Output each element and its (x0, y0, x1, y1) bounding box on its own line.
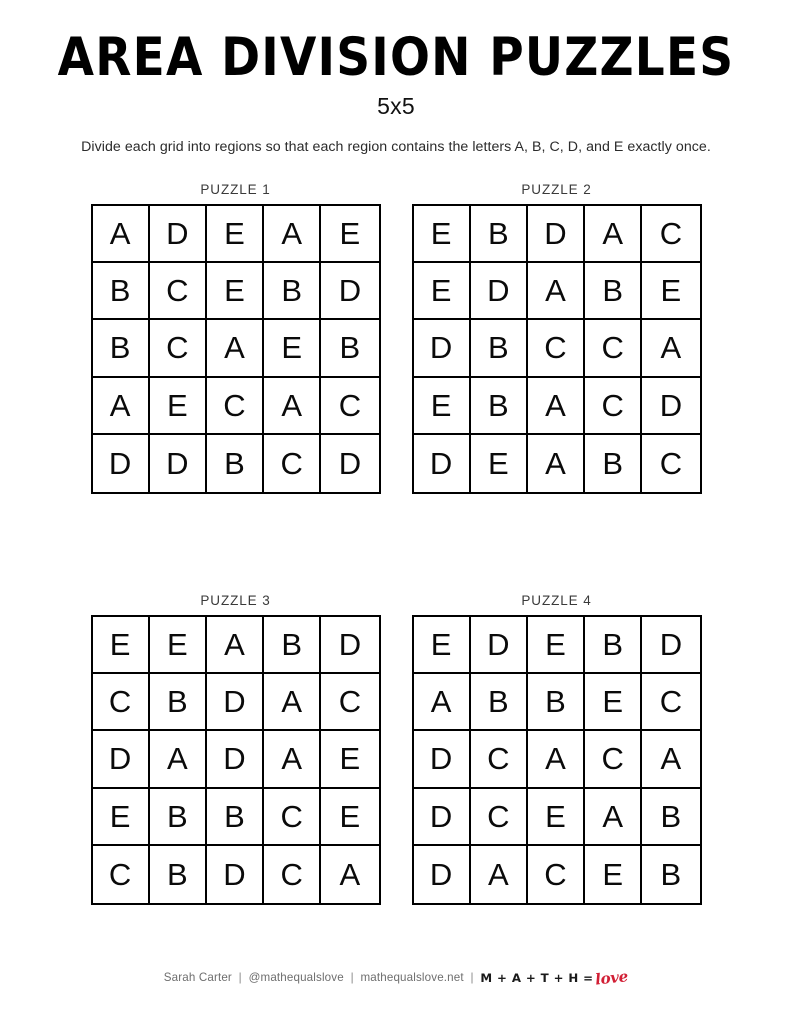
grid-cell[interactable]: A (585, 206, 642, 263)
grid-cell[interactable]: D (414, 731, 471, 788)
footer-website[interactable]: mathequalslove.net (360, 970, 464, 984)
grid-cell[interactable]: C (150, 320, 207, 377)
page-header (0, 0, 792, 155)
grid-cell[interactable]: B (585, 435, 642, 492)
grid-cell[interactable]: A (150, 731, 207, 788)
grid-cell[interactable]: C (585, 378, 642, 435)
grid-cell[interactable]: E (642, 263, 699, 320)
grid-cell[interactable]: C (150, 263, 207, 320)
grid-cell[interactable]: D (471, 263, 528, 320)
grid-cell[interactable]: C (528, 320, 585, 377)
page-footer (0, 967, 792, 989)
grid-cell[interactable]: D (150, 435, 207, 492)
puzzle-4-grid[interactable] (412, 615, 702, 905)
grid-cell[interactable]: E (414, 206, 471, 263)
grid-cell[interactable]: B (642, 789, 699, 846)
grid-cell[interactable]: A (93, 206, 150, 263)
grid-cell[interactable]: C (264, 789, 321, 846)
grid-cell[interactable]: C (642, 674, 699, 731)
grid-cell[interactable]: A (207, 617, 264, 674)
grid-cell[interactable]: C (585, 320, 642, 377)
grid-cell[interactable]: E (93, 789, 150, 846)
grid-cell[interactable]: D (207, 674, 264, 731)
grid-cell[interactable]: A (207, 320, 264, 377)
page-subtitle: 5x5 (377, 93, 415, 120)
puzzle-3-grid[interactable] (91, 615, 381, 905)
grid-cell[interactable]: A (264, 378, 321, 435)
grid-cell[interactable]: B (264, 263, 321, 320)
grid-cell[interactable]: B (471, 378, 528, 435)
puzzle-3-label: PUZZLE 3 (200, 593, 271, 608)
page-title: AREA DIVISION PUZZLES (57, 26, 735, 89)
grid-cell[interactable]: E (321, 731, 378, 788)
grid-cell[interactable]: D (207, 846, 264, 903)
grid-cell[interactable]: A (642, 731, 699, 788)
grid-cell[interactable]: D (321, 435, 378, 492)
puzzle-row-bottom (0, 593, 792, 905)
grid-cell[interactable]: D (414, 846, 471, 903)
grid-cell[interactable]: A (93, 378, 150, 435)
grid-cell[interactable]: C (471, 731, 528, 788)
grid-cell[interactable]: D (321, 617, 378, 674)
puzzle-2-grid[interactable] (412, 204, 702, 494)
grid-cell[interactable]: E (321, 789, 378, 846)
grid-cell[interactable]: B (264, 617, 321, 674)
grid-cell[interactable]: C (93, 674, 150, 731)
grid-cell[interactable]: E (264, 320, 321, 377)
grid-cell[interactable]: B (528, 674, 585, 731)
grid-cell[interactable]: E (150, 378, 207, 435)
puzzle-4 (412, 593, 702, 905)
grid-cell[interactable]: E (528, 617, 585, 674)
puzzle-2-label: PUZZLE 2 (521, 182, 592, 197)
puzzle-1-label: PUZZLE 1 (200, 182, 271, 197)
grid-cell[interactable]: C (642, 435, 699, 492)
grid-cell[interactable]: E (93, 617, 150, 674)
grid-cell[interactable]: A (414, 674, 471, 731)
grid-cell[interactable]: D (528, 206, 585, 263)
grid-cell[interactable]: B (585, 263, 642, 320)
grid-cell[interactable]: A (528, 731, 585, 788)
grid-cell[interactable]: E (321, 206, 378, 263)
grid-cell[interactable]: C (528, 846, 585, 903)
grid-cell[interactable]: E (414, 378, 471, 435)
grid-cell[interactable]: C (93, 846, 150, 903)
grid-cell[interactable]: E (528, 789, 585, 846)
grid-cell[interactable]: A (264, 206, 321, 263)
footer-handle[interactable]: @mathequalslove (248, 970, 344, 984)
grid-cell[interactable]: A (528, 263, 585, 320)
puzzle-2 (412, 182, 702, 494)
grid-cell[interactable]: B (471, 674, 528, 731)
instructions-text: Divide each grid into regions so that each region contains the letters A, B, C, D, and E exactly once. (81, 139, 711, 156)
grid-cell[interactable]: B (585, 617, 642, 674)
grid-cell[interactable]: E (414, 617, 471, 674)
grid-cell[interactable]: D (93, 731, 150, 788)
grid-cell[interactable]: A (264, 674, 321, 731)
puzzle-row-top (0, 182, 792, 494)
grid-cell[interactable]: B (207, 789, 264, 846)
grid-cell[interactable]: E (207, 206, 264, 263)
grid-cell[interactable]: B (150, 674, 207, 731)
puzzles-container (0, 182, 792, 905)
grid-cell[interactable]: C (207, 378, 264, 435)
grid-cell[interactable]: A (321, 846, 378, 903)
mathequalslove-logo (480, 967, 630, 989)
grid-cell[interactable]: E (471, 435, 528, 492)
grid-cell[interactable]: C (264, 435, 321, 492)
grid-cell[interactable]: A (471, 846, 528, 903)
puzzle-1 (91, 182, 381, 494)
grid-cell[interactable]: C (471, 789, 528, 846)
grid-cell[interactable]: B (471, 206, 528, 263)
grid-cell[interactable]: D (93, 435, 150, 492)
grid-cell[interactable]: A (264, 731, 321, 788)
puzzle-4-label: PUZZLE 4 (521, 593, 592, 608)
grid-cell[interactable]: B (207, 435, 264, 492)
grid-cell[interactable]: C (585, 731, 642, 788)
grid-cell[interactable]: B (150, 846, 207, 903)
grid-cell[interactable]: E (150, 617, 207, 674)
logo-love-text: love (594, 967, 630, 989)
footer-separator: | (343, 970, 361, 984)
footer-separator: | (463, 970, 481, 984)
grid-cell[interactable]: C (264, 846, 321, 903)
grid-cell[interactable]: D (414, 435, 471, 492)
logo-math-text: M + A + T + H = (480, 971, 594, 985)
grid-cell[interactable]: A (528, 378, 585, 435)
grid-cell[interactable]: A (642, 320, 699, 377)
grid-cell[interactable]: C (642, 206, 699, 263)
grid-cell[interactable]: B (150, 789, 207, 846)
grid-cell[interactable]: D (321, 263, 378, 320)
grid-cell[interactable]: C (321, 674, 378, 731)
footer-separator: | (231, 970, 249, 984)
grid-cell[interactable]: B (321, 320, 378, 377)
puzzle-3 (91, 593, 381, 905)
grid-cell[interactable]: D (471, 617, 528, 674)
grid-cell[interactable]: A (585, 789, 642, 846)
grid-cell[interactable]: E (585, 846, 642, 903)
grid-cell[interactable]: B (471, 320, 528, 377)
grid-cell[interactable]: E (414, 263, 471, 320)
grid-cell[interactable]: D (414, 789, 471, 846)
grid-cell[interactable]: A (528, 435, 585, 492)
grid-cell[interactable]: D (207, 731, 264, 788)
puzzle-1-grid[interactable] (91, 204, 381, 494)
grid-cell[interactable]: B (93, 263, 150, 320)
grid-cell[interactable]: B (642, 846, 699, 903)
grid-cell[interactable]: C (321, 378, 378, 435)
grid-cell[interactable]: E (585, 674, 642, 731)
footer-author: Sarah Carter (163, 970, 232, 984)
grid-cell[interactable]: D (642, 378, 699, 435)
grid-cell[interactable]: E (207, 263, 264, 320)
grid-cell[interactable]: D (150, 206, 207, 263)
grid-cell[interactable]: B (93, 320, 150, 377)
grid-cell[interactable]: D (642, 617, 699, 674)
grid-cell[interactable]: D (414, 320, 471, 377)
